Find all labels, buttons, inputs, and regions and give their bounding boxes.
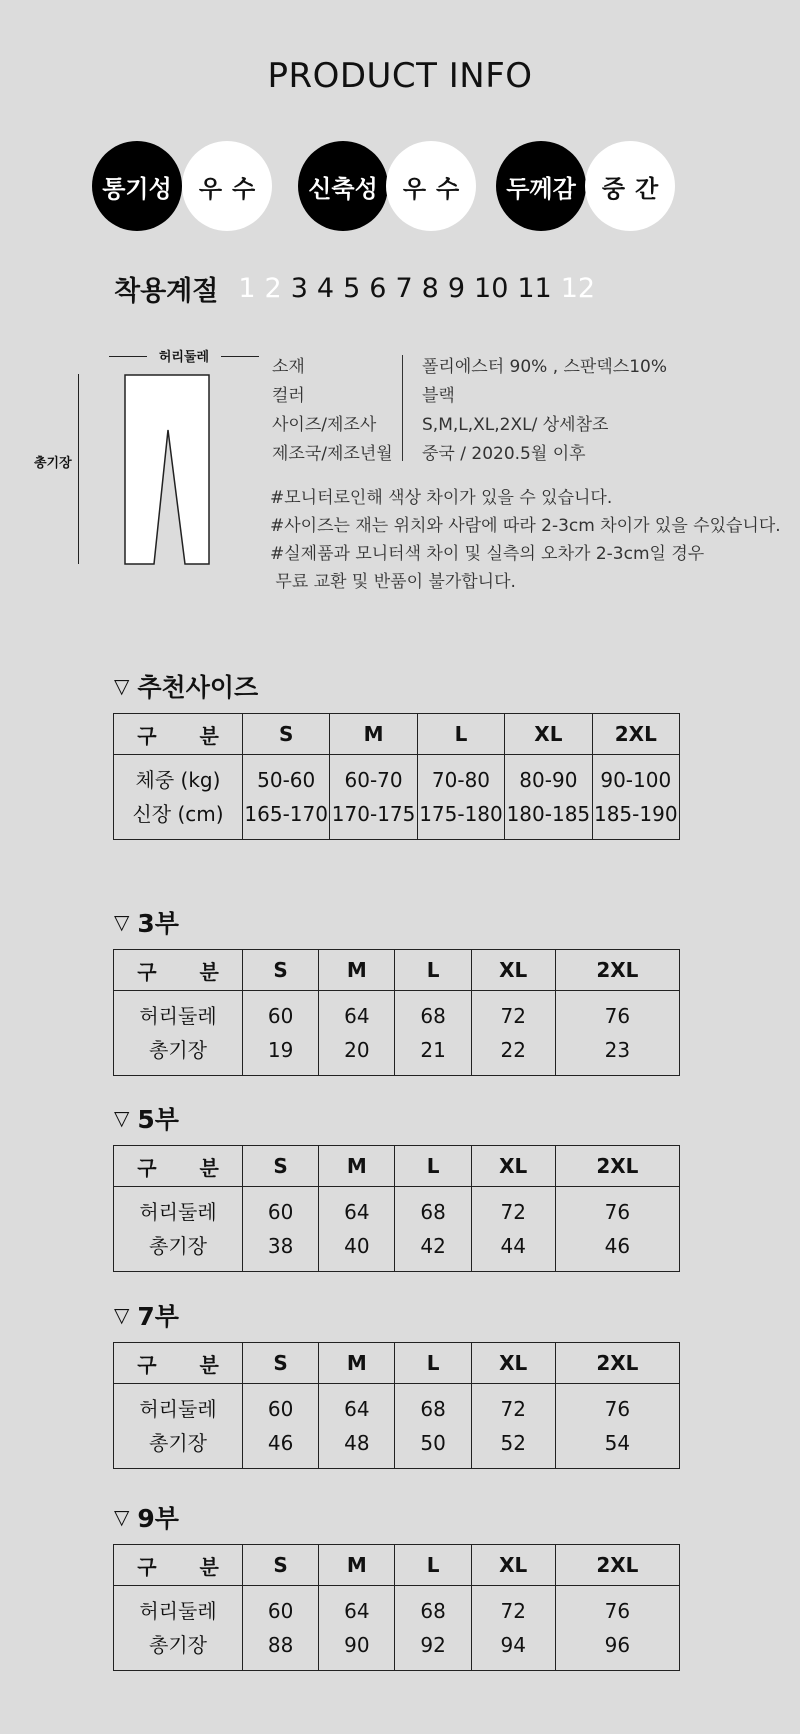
badge-thickness-label: 두께감	[496, 141, 586, 231]
size-table	[113, 949, 680, 1076]
table-row	[114, 1586, 680, 1671]
table-cell	[555, 1586, 679, 1671]
badge-stretch-value: 우수	[386, 141, 476, 231]
month-7: 7	[395, 272, 413, 304]
table-header-cell: S	[243, 1146, 319, 1187]
triangle-down-outline-icon: ▽	[114, 910, 130, 934]
table-header-cell: XL	[471, 1545, 555, 1586]
table-header-cell: 구 분	[114, 1343, 243, 1384]
table-cell	[555, 1187, 679, 1272]
cell-value: 총기장	[149, 1431, 207, 1455]
cell-value: 23	[604, 1038, 631, 1062]
month-11: 11	[517, 272, 552, 304]
section-title: ▽ 9부	[114, 1504, 179, 1533]
pants-outline-icon	[124, 374, 214, 570]
size-table	[113, 1342, 680, 1469]
cell-value: 허리둘레	[139, 1004, 217, 1028]
table-cell	[243, 1586, 319, 1671]
triangle-down-outline-icon: ▽	[114, 1505, 130, 1529]
cell-value: 46	[267, 1431, 294, 1455]
table-cell	[555, 991, 679, 1076]
cell-value: 170-175	[331, 802, 416, 826]
cell-value: 76	[604, 1004, 631, 1028]
cell-value: 92	[420, 1633, 446, 1657]
badge-breathability-value: 우수	[182, 141, 272, 231]
cell-value: 64	[344, 1004, 370, 1028]
table-header-cell: M	[319, 1146, 395, 1187]
cell-value: 70-80	[431, 768, 491, 792]
table-cell	[243, 1187, 319, 1272]
cell-value: 38	[267, 1234, 294, 1258]
cell-value: 40	[344, 1234, 370, 1258]
cell-value: 22	[500, 1038, 526, 1062]
table-row	[114, 991, 680, 1076]
month-1: 1	[238, 272, 256, 304]
cell-value: 68	[420, 1397, 446, 1421]
cell-value: 52	[500, 1431, 526, 1455]
table-header-row	[114, 714, 680, 755]
section-title: ▽ 추천사이즈	[114, 673, 259, 702]
cell-value: 54	[604, 1431, 631, 1455]
table-cell	[319, 1187, 395, 1272]
table-cell	[471, 991, 555, 1076]
cell-value: 48	[344, 1431, 370, 1455]
table-cell	[243, 755, 330, 840]
badge-thickness-value: 중간	[585, 141, 675, 231]
cell-value: 90-100	[600, 768, 672, 792]
table-cell	[395, 1187, 471, 1272]
cell-value: 72	[500, 1599, 526, 1623]
table-cell	[319, 1384, 395, 1469]
month-3: 3	[290, 272, 308, 304]
cell-value: 80-90	[519, 768, 578, 792]
table-header-cell: S	[243, 950, 319, 991]
table-cell	[319, 991, 395, 1076]
table-header-cell: 2XL	[555, 1343, 679, 1384]
table-header-cell: 구 분	[114, 1146, 243, 1187]
table-header-cell: 구 분	[114, 1545, 243, 1586]
cell-value: 64	[344, 1599, 370, 1623]
table-header-cell: M	[319, 1343, 395, 1384]
table-header-row	[114, 1146, 680, 1187]
table-header-cell: S	[243, 1545, 319, 1586]
triangle-down-outline-icon: ▽	[114, 674, 130, 698]
pants-figure	[34, 342, 234, 572]
cell-value: 44	[500, 1234, 526, 1258]
table-header-cell: L	[395, 950, 471, 991]
cell-value: 42	[420, 1234, 446, 1258]
cell-value: 175-180	[419, 802, 503, 826]
table-cell	[395, 1384, 471, 1469]
table-cell	[243, 1384, 319, 1469]
table-header-cell: 2XL	[555, 950, 679, 991]
figure-waist-label: 허리둘레	[158, 350, 210, 365]
cell-value: 20	[344, 1038, 370, 1062]
month-12: 12	[560, 272, 596, 304]
cell-value: 72	[500, 1200, 526, 1224]
table-cell	[114, 1586, 243, 1671]
table-cell	[592, 755, 679, 840]
cell-value: 94	[500, 1633, 526, 1657]
table-cell	[114, 1384, 243, 1469]
table-row	[114, 1187, 680, 1272]
spec-row: 컬러 블랙	[272, 386, 455, 406]
badge-stretch-label: 신축성	[298, 141, 388, 231]
spec-list	[272, 350, 667, 466]
season-label: 착용계절	[114, 275, 219, 307]
table-cell	[471, 1586, 555, 1671]
cell-value: 신장 (cm)	[132, 802, 224, 826]
table-header-cell: 2XL	[555, 1545, 679, 1586]
table-header-cell: S	[243, 714, 330, 755]
table-header-row	[114, 1343, 680, 1384]
table-header-cell: 구 분	[114, 950, 243, 991]
cell-value: 68	[420, 1004, 446, 1028]
cell-value: 60	[267, 1004, 294, 1028]
table-cell	[114, 755, 243, 840]
table-header-cell: 2XL	[555, 1146, 679, 1187]
cell-value: 76	[604, 1200, 631, 1224]
cell-value: 72	[500, 1397, 526, 1421]
figure-length-label: 총기장	[34, 456, 72, 471]
triangle-down-outline-icon: ▽	[114, 1303, 130, 1327]
table-header-cell: M	[319, 950, 395, 991]
spec-row: 사이즈/제조사 S,M,L,XL,2XL/ 상세참조	[272, 415, 609, 435]
cell-value: 165-170	[244, 802, 328, 826]
month-2: 2	[264, 272, 282, 304]
feature-badges	[0, 141, 800, 231]
notes	[270, 484, 781, 596]
table-header-cell: 구 분	[114, 714, 243, 755]
month-8: 8	[421, 272, 439, 304]
cell-value: 19	[267, 1038, 294, 1062]
month-6: 6	[369, 272, 387, 304]
size-table	[113, 1544, 680, 1671]
size-table	[113, 713, 680, 840]
table-header-cell: M	[330, 714, 417, 755]
cell-value: 88	[267, 1633, 294, 1657]
cell-value: 180-185	[506, 802, 591, 826]
table-header-cell: M	[319, 1545, 395, 1586]
season-row	[114, 268, 604, 308]
table-header-cell: XL	[471, 950, 555, 991]
month-9: 9	[447, 272, 466, 304]
cell-value: 96	[604, 1633, 631, 1657]
cell-value: 21	[420, 1038, 446, 1062]
cell-value: 총기장	[149, 1038, 207, 1062]
table-header-row	[114, 950, 680, 991]
note-line: #모니터로인해 색상 차이가 있을 수 있습니다.	[270, 488, 613, 508]
cell-value: 체중 (kg)	[135, 768, 221, 792]
month-10: 10	[474, 272, 509, 304]
table-cell	[471, 1384, 555, 1469]
table-cell	[555, 1384, 679, 1469]
table-header-cell: XL	[471, 1146, 555, 1187]
spec-row: 제조국/제조년월 중국 / 2020.5월 이후	[272, 444, 586, 464]
note-line: #실제품과 모니터색 차이 및 실측의 오차가 2-3cm일 경우	[270, 544, 705, 564]
table-cell	[319, 1586, 395, 1671]
cell-value: 68	[420, 1599, 446, 1623]
table-header-cell: L	[395, 1343, 471, 1384]
table-cell	[395, 1586, 471, 1671]
figure-waist-dimension	[109, 346, 269, 366]
cell-value: 허리둘레	[139, 1599, 217, 1623]
section-title: ▽ 3부	[114, 909, 179, 938]
cell-value: 60	[267, 1599, 294, 1623]
figure-length-line	[78, 374, 79, 564]
table-header-cell: L	[395, 1146, 471, 1187]
table-cell	[505, 755, 592, 840]
note-line: 무료 교환 및 반품이 불가합니다.	[270, 572, 516, 592]
table-cell	[243, 991, 319, 1076]
badge-breathability-label: 통기성	[92, 141, 182, 231]
month-4: 4	[316, 272, 335, 304]
table-header-cell: XL	[505, 714, 592, 755]
table-header-cell: L	[417, 714, 504, 755]
cell-value: 64	[344, 1397, 370, 1421]
cell-value: 76	[604, 1397, 631, 1421]
cell-value: 185-190	[593, 802, 678, 826]
section-title: ▽ 7부	[114, 1302, 179, 1331]
table-cell	[330, 755, 417, 840]
table-header-cell: S	[243, 1343, 319, 1384]
triangle-down-outline-icon: ▽	[114, 1106, 130, 1130]
cell-value: 68	[420, 1200, 446, 1224]
table-cell	[471, 1187, 555, 1272]
cell-value: 50-60	[257, 768, 316, 792]
cell-value: 허리둘레	[139, 1397, 217, 1421]
table-cell	[114, 1187, 243, 1272]
table-header-cell: L	[395, 1545, 471, 1586]
size-table	[113, 1145, 680, 1272]
table-header-cell: XL	[471, 1343, 555, 1384]
cell-value: 72	[500, 1004, 526, 1028]
cell-value: 60	[267, 1397, 294, 1421]
cell-value: 64	[344, 1200, 370, 1224]
cell-value: 50	[420, 1431, 446, 1455]
page-title: PRODUCT INFO	[267, 56, 533, 96]
table-cell	[395, 991, 471, 1076]
season-months	[238, 273, 604, 304]
cell-value: 총기장	[149, 1234, 207, 1258]
section-title: ▽ 5부	[114, 1105, 179, 1134]
cell-value: 60-70	[344, 768, 403, 792]
table-header-cell: 2XL	[592, 714, 679, 755]
note-line: #사이즈는 재는 위치와 사람에 따라 2-3cm 차이가 있을 수있습니다.	[270, 516, 781, 536]
table-cell	[114, 991, 243, 1076]
cell-value: 76	[604, 1599, 631, 1623]
cell-value: 90	[344, 1633, 370, 1657]
table-row	[114, 755, 680, 840]
cell-value: 허리둘레	[139, 1200, 217, 1224]
month-5: 5	[343, 272, 361, 304]
spec-row: 소재 폴리에스터 90% , 스판덱스10%	[272, 357, 667, 377]
table-cell	[417, 755, 504, 840]
cell-value: 60	[267, 1200, 294, 1224]
table-row	[114, 1384, 680, 1469]
cell-value: 46	[604, 1234, 631, 1258]
table-header-row	[114, 1545, 680, 1586]
cell-value: 총기장	[149, 1633, 207, 1657]
